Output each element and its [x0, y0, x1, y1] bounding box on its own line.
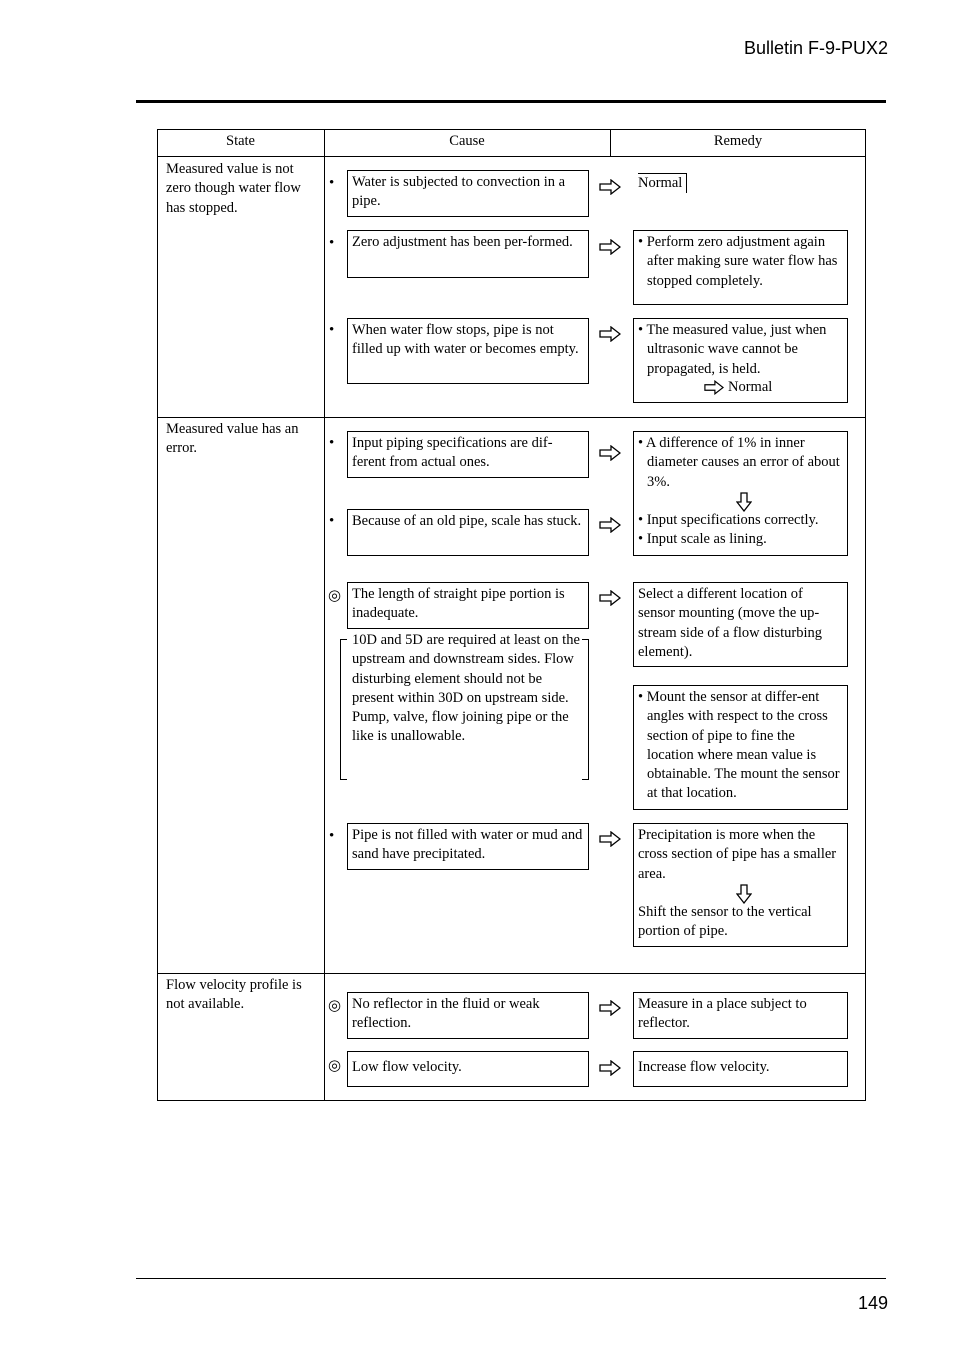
remedy-text: • Perform zero adjustment again after making sure water flow has stopped completely. — [638, 234, 838, 289]
bullet-marker: • — [329, 322, 335, 338]
state-cell: Measured value has an error. — [166, 421, 299, 457]
header-row-divider — [157, 156, 866, 157]
right-arrow-icon — [599, 590, 621, 606]
cause-box: The length of straight pipe portion is inadequate. — [347, 582, 589, 629]
column-divider-state — [324, 129, 325, 1101]
header-remedy: Remedy — [713, 133, 763, 149]
remedy-box — [633, 431, 848, 556]
cause-box: Pipe is not filled with water or mud and sand have precipitated. — [347, 823, 589, 870]
double-circle-marker: ◎ — [328, 1058, 342, 1074]
remedy-text: • Input scale as lining. — [638, 531, 767, 548]
remedy-box: Select a different location of sensor mounting (move the up-stream side of a flow disturbing element). — [633, 582, 848, 667]
remedy-box: Increase flow velocity. — [633, 1051, 848, 1087]
state-cell: Flow velocity profile is not available. — [166, 977, 302, 1013]
remedy-box: Measure in a place subject to reflector. — [633, 992, 848, 1039]
bullet-marker: • — [329, 175, 335, 191]
cause-box: When water flow stops, pipe is not filled up with water or becomes empty. — [347, 318, 589, 384]
right-arrow-icon — [599, 179, 621, 195]
right-arrow-icon — [599, 831, 621, 847]
bullet-marker: • — [329, 235, 335, 251]
remedy-box — [633, 230, 848, 305]
bracket-corner — [341, 779, 347, 780]
right-arrow-icon — [599, 1060, 621, 1076]
row-divider-2 — [157, 973, 866, 974]
right-arrow-icon — [599, 239, 621, 255]
remedy-text: • The measured value, just when ultrasonic wave cannot be propagated, is held. — [638, 322, 827, 377]
cause-box: Water is subjected to convection in a pipe. — [347, 170, 589, 217]
footer-rule — [136, 1278, 886, 1279]
right-arrow-icon — [599, 326, 621, 342]
right-arrow-icon — [599, 517, 621, 533]
note-text: 10D and 5D are required at least on the upstream and downstream sides. Flow disturbing element should not be present within 30D on upstream side. Pump, valve, flow joining pipe or the like is unallowable. — [352, 632, 580, 745]
remedy-text: • A difference of 1% in inner diameter causes an error of about 3%. — [638, 435, 840, 490]
bullet-marker: • — [329, 513, 335, 529]
bullet-marker: • — [329, 828, 335, 844]
remedy-text: Precipitation is more when the cross section of pipe has a smaller area. — [638, 827, 837, 882]
remedy-box — [633, 823, 848, 947]
cause-box: Input piping specifications are dif-ferent from actual ones. — [347, 431, 589, 478]
right-arrow-icon — [599, 1000, 621, 1016]
cause-box: Low flow velocity. — [347, 1051, 589, 1087]
header-state: State — [226, 133, 255, 149]
row-divider-1 — [157, 417, 866, 418]
double-circle-marker: ◎ — [328, 998, 342, 1014]
remedy-box — [633, 685, 848, 810]
cause-box: Because of an old pipe, scale has stuck. — [347, 509, 589, 556]
remedy-text: • Input specifications correctly. — [638, 511, 819, 528]
bracket-corner — [582, 779, 588, 780]
header-cause: Cause — [449, 133, 485, 149]
state-cell: Measured value is not zero though water flow has stopped. — [166, 161, 301, 216]
remedy-result: Normal — [728, 379, 773, 395]
cause-box: No reflector in the fluid or weak reflection. — [347, 992, 589, 1039]
down-arrow-icon — [736, 492, 752, 512]
double-circle-marker: ◎ — [328, 588, 342, 604]
page-number: 149 — [857, 1293, 888, 1313]
bracket-corner — [341, 639, 347, 640]
header-rule — [136, 100, 886, 103]
bulletin-label: Bulletin F-9-PUX2 — [743, 38, 888, 58]
remedy-normal: Normal — [638, 173, 687, 193]
right-arrow-icon — [704, 380, 724, 395]
remedy-text: • Mount the sensor at differ-ent angles with respect to the cross section of pipe to fine the location where mean value is obtainable. The mount the sensor at that location. — [638, 689, 840, 802]
remedy-text: Shift the sensor to the vertical portion of pipe. — [638, 903, 812, 940]
down-arrow-icon — [736, 884, 752, 904]
right-arrow-icon — [599, 445, 621, 461]
cause-box: Zero adjustment has been per-formed. — [347, 230, 589, 278]
bullet-marker: • — [329, 435, 335, 451]
